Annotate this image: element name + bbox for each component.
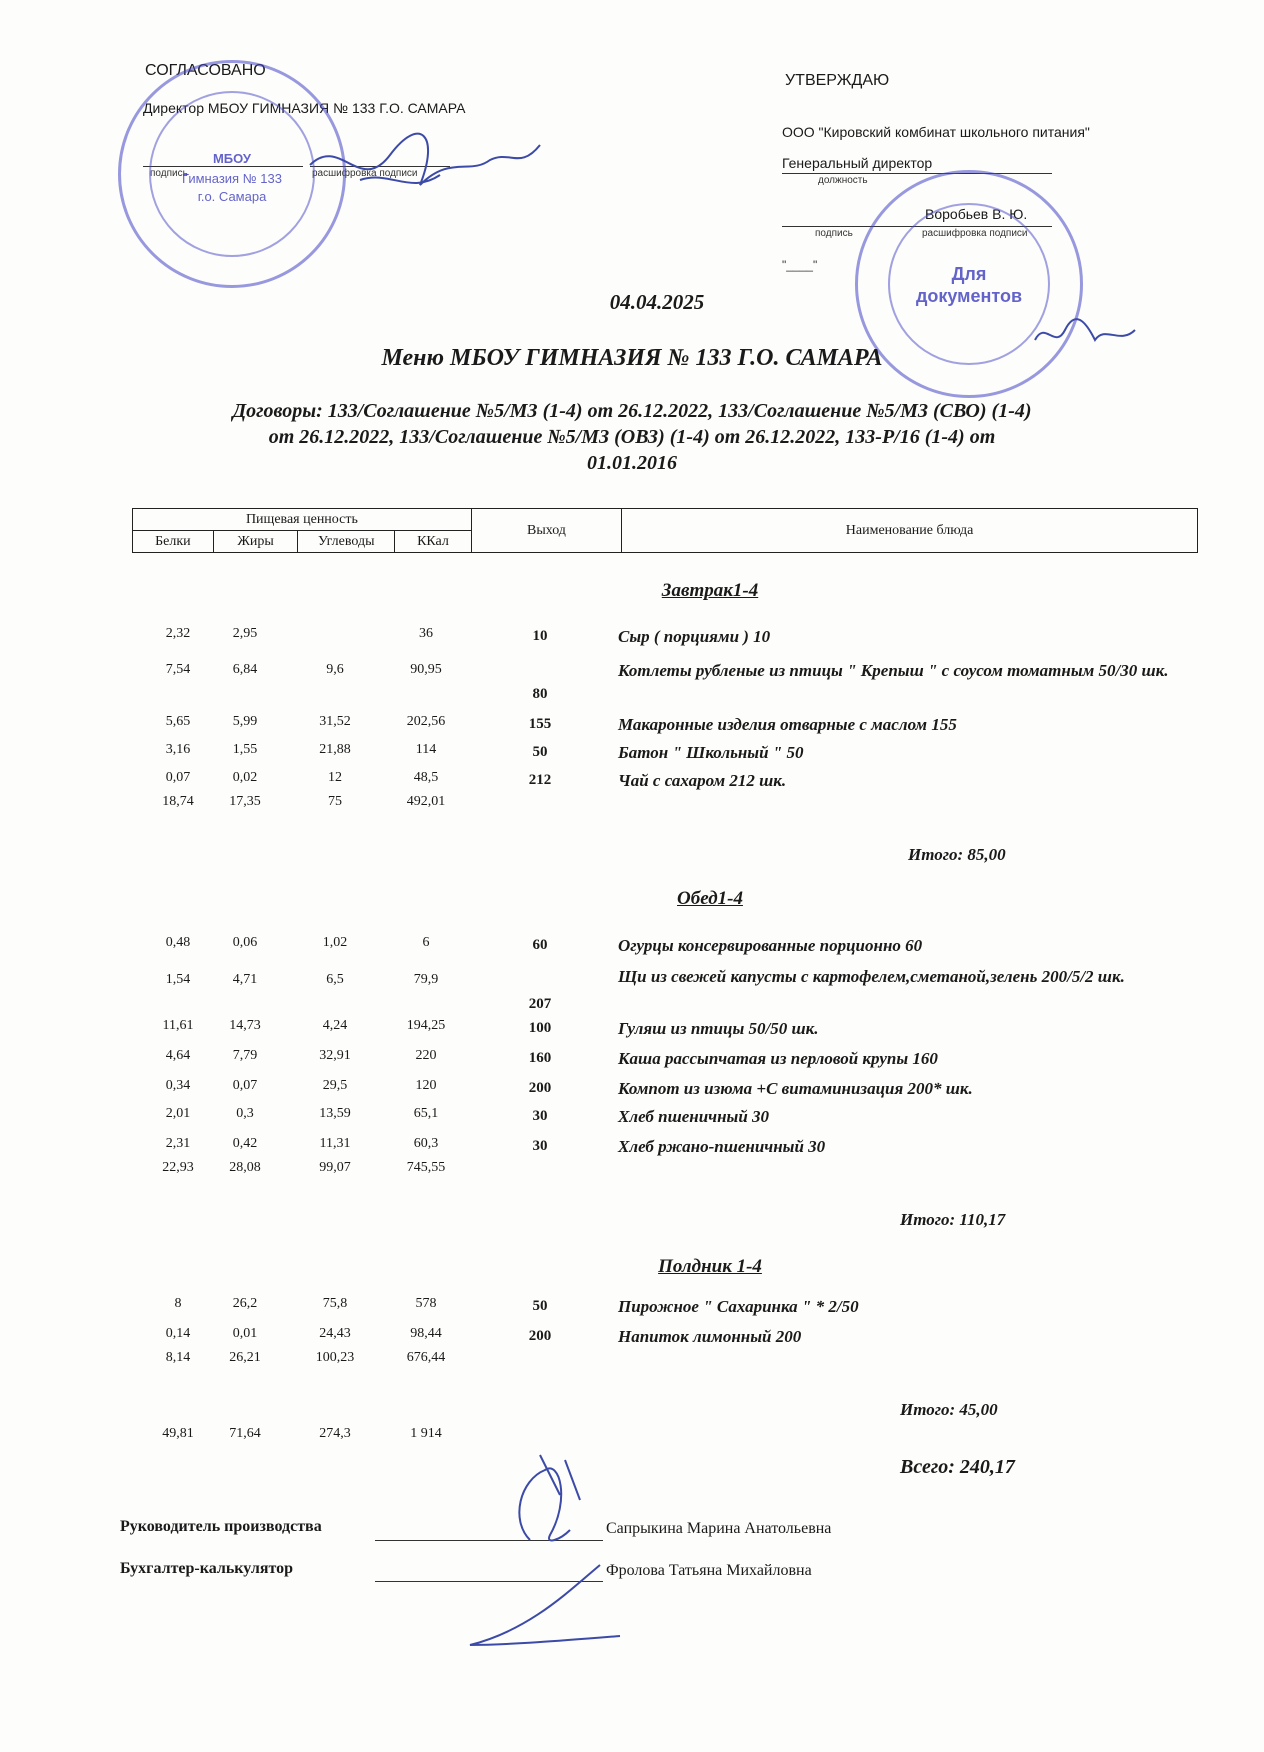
section-itogo: Итого: 45,00 <box>900 1400 998 1419</box>
table-row: 1,54 4,71 6,5 79,9 207 Щи из свежей капусты с картофелем,сметаной,зелень 200/5/2 шк. <box>165 967 1125 1012</box>
table-row: 8 26,2 75,8 578 50 Пирожное " Сахаринка " * 2/50 <box>174 1296 859 1316</box>
grand-total-vsego: Всего: 240,17 <box>900 1456 1015 1478</box>
table-row: 11,61 14,73 4,24 194,25 100 Гуляш из птицы 50/50 шк. <box>162 1018 819 1038</box>
menu-date: 04.04.2025 <box>609 290 705 314</box>
approval-right-date-blank: "____" <box>782 258 818 272</box>
table-row: 0,34 0,07 29,5 120 200 Компот из изюма +С витаминизация 200* шк. <box>165 1078 973 1098</box>
approval-right-position-caption: должность <box>818 175 868 186</box>
approval-right-decode-caption: расшифровка подписи <box>922 228 1028 239</box>
page-title: Меню МБОУ ГИМНАЗИЯ № 133 Г.О. САМАРА <box>381 345 883 371</box>
table-row: 3,16 1,55 21,88 114 50 Батон " Школьный " 50 <box>165 742 804 762</box>
signature-role: Руководитель производства <box>120 1518 322 1535</box>
table-row: 7,54 6,84 9,6 90,95 80 Котлеты рубленые из птицы " Крепыш " с соусом томатным 50/30 шк. <box>165 661 1169 702</box>
header-output: Выход <box>471 509 621 553</box>
header-carbs: Углеводы <box>298 531 395 553</box>
grand-total-row: 49,81 71,64 274,3 1 914 <box>162 1426 442 1441</box>
company-stamp: Для документов <box>855 170 1083 398</box>
header-fats: Жиры <box>213 531 298 553</box>
table-row: 0,14 0,01 24,43 98,44 200 Напиток лимонный 200 <box>165 1326 802 1346</box>
signature-role: Бухгалтер-калькулятор <box>120 1560 294 1577</box>
header-kcal: ККал <box>395 531 472 553</box>
header-nutrition: Пищевая ценность <box>133 509 472 531</box>
table-row: 5,65 5,99 31,52 202,56 155 Макаронные изделия отварные с маслом 155 <box>165 714 957 734</box>
table-header <box>132 508 1198 553</box>
school-stamp: МБОУ Гимназия № 133 г.о. Самара <box>118 60 346 288</box>
approval-right-heading: УТВЕРЖДАЮ <box>785 72 890 89</box>
signature-name: Сапрыкина Марина Анатольевна <box>606 1520 832 1537</box>
section-total-row: 22,93 28,08 99,07 745,55 <box>162 1160 446 1175</box>
section-title: Обед1-4 <box>677 888 743 909</box>
approval-left-heading: СОГЛАСОВАНО <box>145 62 266 79</box>
table-row: 2,01 0,3 13,59 65,1 30 Хлеб пшеничный 30 <box>165 1106 770 1126</box>
approval-right-sign-caption: подпись <box>815 228 853 239</box>
contracts: Договоры: 133/Соглашение №5/МЗ (1-4) от 26.12.2022, 133/Соглашение №5/МЗ (СВО) (1-4) от 26.12.2022, 133/Соглашение №5/МЗ (ОВЗ) (1-4) от 26.12.2022, 133-Р/16 (1-4) от 01.01.2016 <box>232 400 1032 474</box>
approval-right-org: ООО "Кировский комбинат школьного питания" <box>782 124 1090 140</box>
section-itogo: Итого: 85,00 <box>908 845 1006 864</box>
header-proteins: Белки <box>133 531 214 553</box>
table-row: 2,31 0,42 11,31 60,3 30 Хлеб ржано-пшеничный 30 <box>165 1136 826 1156</box>
handwritten-signatures <box>450 1440 650 1670</box>
director-signature <box>300 125 550 205</box>
table-row: 0,48 0,06 1,02 6 60 Огурцы консервированные порционно 60 <box>165 935 923 955</box>
table-row: 4,64 7,79 32,91 220 160 Каша рассыпчатая из перловой крупы 160 <box>165 1048 938 1068</box>
section-title: Полдник 1-4 <box>658 1256 762 1277</box>
approval-left-sign-caption: подпись <box>150 168 188 179</box>
approval-right-position: Генеральный директор <box>782 155 933 171</box>
section-total-row: 8,14 26,21 100,23 676,44 <box>165 1350 446 1365</box>
signature-name: Фролова Татьяна Михайловна <box>606 1562 812 1579</box>
approval-left-decode-caption: расшифровка подписи <box>312 168 418 179</box>
section-total-row: 18,74 17,35 75 492,01 <box>162 794 446 809</box>
approval-left-position: Директор МБОУ ГИМНАЗИЯ № 133 Г.О. САМАРА <box>143 100 466 116</box>
section-itogo: Итого: 110,17 <box>900 1210 1006 1229</box>
approval-right-name: Воробьев В. Ю. <box>925 206 1028 222</box>
table-row: 0,07 0,02 12 48,5 212 Чай с сахаром 212 шк. <box>165 770 787 790</box>
header-dish: Наименование блюда <box>622 509 1198 553</box>
section-title: Завтрак1-4 <box>661 580 759 601</box>
table-row: 2,32 2,95 36 10 Сыр ( порциями ) 10 <box>165 626 771 646</box>
